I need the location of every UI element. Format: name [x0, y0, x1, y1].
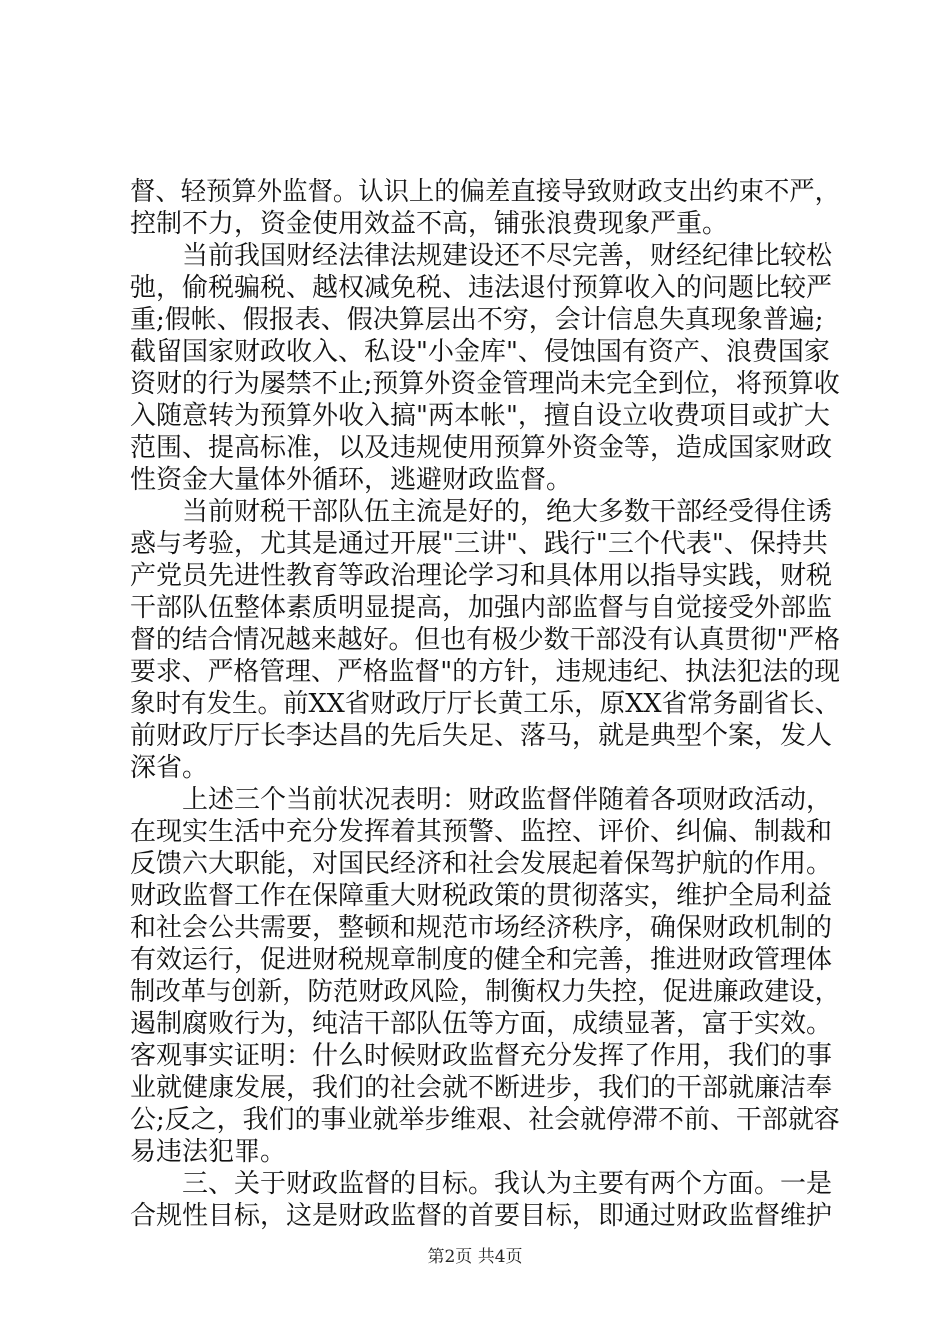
text-line: 惑与考验，尤其是通过开展"三讲"、践行"三个代表"、保持共 — [130, 529, 828, 559]
text-line: 象时有发生。前XX省财政厅厅长黄工乐，原XX省常务副省长、 — [130, 689, 841, 719]
text-line: 重;假帐、假报表、假决算层出不穷，会计信息失真现象普遍; — [130, 305, 824, 335]
text-line: 弛，偷税骗税、越权减免税、违法退付预算收入的问题比较严 — [130, 273, 833, 303]
text-line: 合规性目标，这是财政监督的首要目标，即通过财政监督维护 — [130, 1201, 833, 1231]
text-line: 在现实生活中充分发挥着其预警、监控、评价、纠偏、制裁和 — [130, 817, 833, 847]
text-line: 公;反之，我们的事业就举步维艰、社会就停滞不前、干部就容 — [130, 1105, 840, 1135]
text-line: 遏制腐败行为，纯洁干部队伍等方面，成绩显著，富于实效。 — [130, 1009, 833, 1039]
text-line: 反馈六大职能，对国民经济和社会发展起着保驾护航的作用。 — [130, 849, 833, 879]
text-line: 易违法犯罪。 — [130, 1137, 287, 1167]
text-line: 督、轻预算外监督。认识上的偏差直接导致财政支出约束不严， — [130, 177, 841, 207]
text-line: 督的结合情况越来越好。但也有极少数干部没有认真贯彻"严格 — [130, 625, 840, 655]
text-line: 三、关于财政监督的目标。我认为主要有两个方面。一是 — [130, 1169, 833, 1199]
text-line: 当前财税干部队伍主流是好的，绝大多数干部经受得住诱 — [130, 497, 833, 527]
text-line: 入随意转为预算外收入搞"两本帐"，擅自设立收费项目或扩大 — [130, 401, 830, 431]
text-line: 干部队伍整体素质明显提高，加强内部监督与自觉接受外部监 — [130, 593, 833, 623]
text-line: 深省。 — [130, 753, 209, 783]
text-line: 财政监督工作在保障重大财税政策的贯彻落实，维护全局利益 — [130, 881, 833, 911]
text-line: 前财政厅厅长李达昌的先后失足、落马，就是典型个案，发人 — [130, 721, 833, 751]
text-line: 制改革与创新，防范财政风险，制衡权力失控，促进廉政建设， — [130, 977, 841, 1007]
text-line: 业就健康发展，我们的社会就不断进步，我们的干部就廉洁奉 — [130, 1073, 833, 1103]
text-line: 资财的行为屡禁不止;预算外资金管理尚未完全到位，将预算收 — [130, 369, 840, 399]
text-line: 当前我国财经法律法规建设还不尽完善，财经纪律比较松 — [130, 241, 833, 271]
text-line: 产党员先进性教育等政治理论学习和具体用以指导实践，财税 — [130, 561, 833, 591]
text-line: 截留国家财政收入、私设"小金库"、侵蚀国有资产、浪费国家 — [130, 337, 830, 367]
text-line: 性资金大量体外循环，逃避财政监督。 — [130, 465, 573, 495]
text-line: 要求、严格管理、严格监督"的方针，违规违纪、执法犯法的现 — [130, 657, 840, 687]
text-line: 和社会公共需要，整顿和规范市场经济秩序，确保财政机制的 — [130, 913, 833, 943]
text-line: 上述三个当前状况表明：财政监督伴随着各项财政活动， — [130, 785, 833, 815]
page-number: 第2页 共4页 — [427, 1247, 523, 1267]
text-line: 控制不力，资金使用效益不高，铺张浪费现象严重。 — [130, 209, 729, 239]
text-line: 范围、提高标准，以及违规使用预算外资金等，造成国家财政 — [130, 433, 833, 463]
text-line: 有效运行，促进财税规章制度的健全和完善，推进财政管理体 — [130, 945, 833, 975]
text-line: 客观事实证明：什么时候财政监督充分发挥了作用，我们的事 — [130, 1041, 833, 1071]
document-body — [130, 176, 840, 1232]
